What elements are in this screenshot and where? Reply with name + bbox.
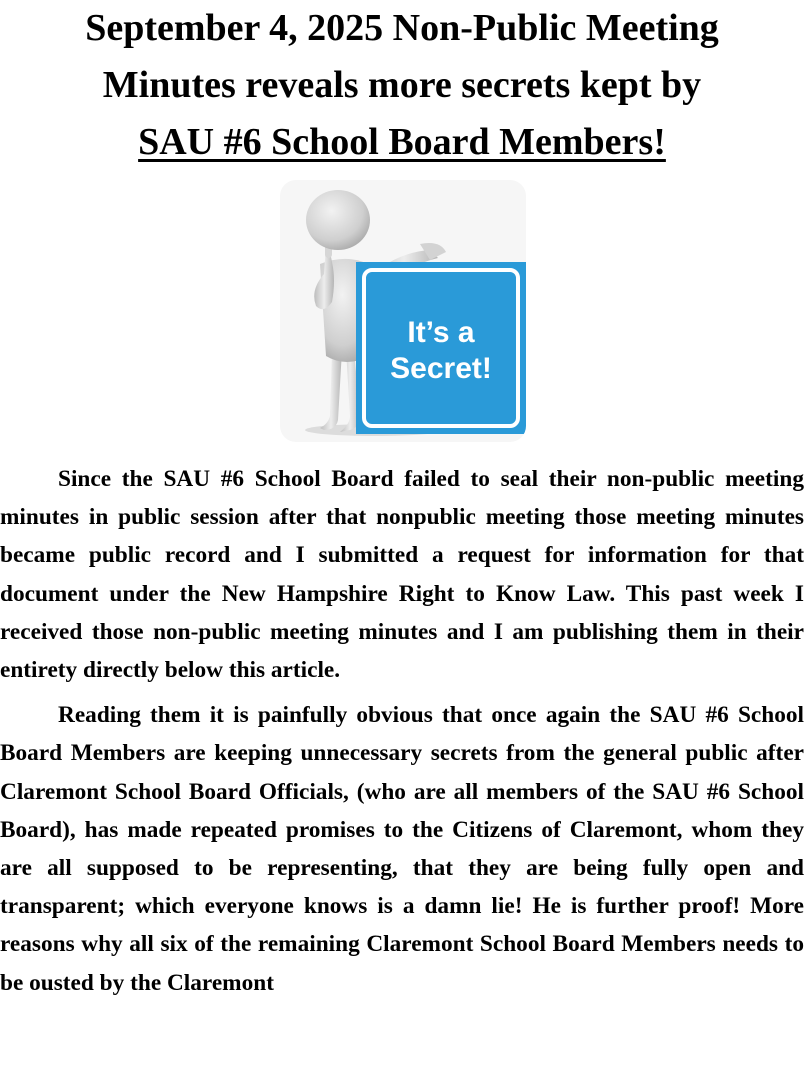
article-headline [0, 0, 804, 171]
article-paragraph-1: Since the SAU #6 School Board failed to seal their non-public meeting minutes in public session after that nonpublic meeting those meeting minutes became public record and I submitted a request for information for that document under the New Hampshire Right to Know Law. This past week I received those non-public meeting minutes and I am publishing them in their entirety directly below this article. [0, 466, 804, 684]
article-paragraph-2: Reading them it is painfully obvious that once again the SAU #6 School Board Members are keeping unnecessary secrets from the general public after Claremont School Board Officials, (who are all members of the SAU #6 School Board), has made repeated promises to the Citizens of Claremont, whom they are all supposed to be representing, that they are being fully open and transparent; which everyone knows is a damn lie! He is further proof! More reasons why all six of the remaining Claremont School Board Members needs to be ousted by the Claremont [0, 702, 804, 996]
headline-line-3-text: SAU #6 School Board Members! [138, 121, 666, 163]
headline-line-3 [0, 114, 804, 171]
secret-illustration [280, 180, 526, 442]
headline-line-1: September 4, 2025 Non-Public Meeting [85, 7, 719, 49]
headline-line-2: Minutes reveals more secrets kept by [102, 64, 702, 106]
article-body [0, 460, 804, 1002]
sign-text-line-1: It’s a [407, 316, 475, 349]
sign-text-line-2: Secret! [390, 352, 492, 385]
figure-holding-secret-sign-image [280, 180, 526, 442]
